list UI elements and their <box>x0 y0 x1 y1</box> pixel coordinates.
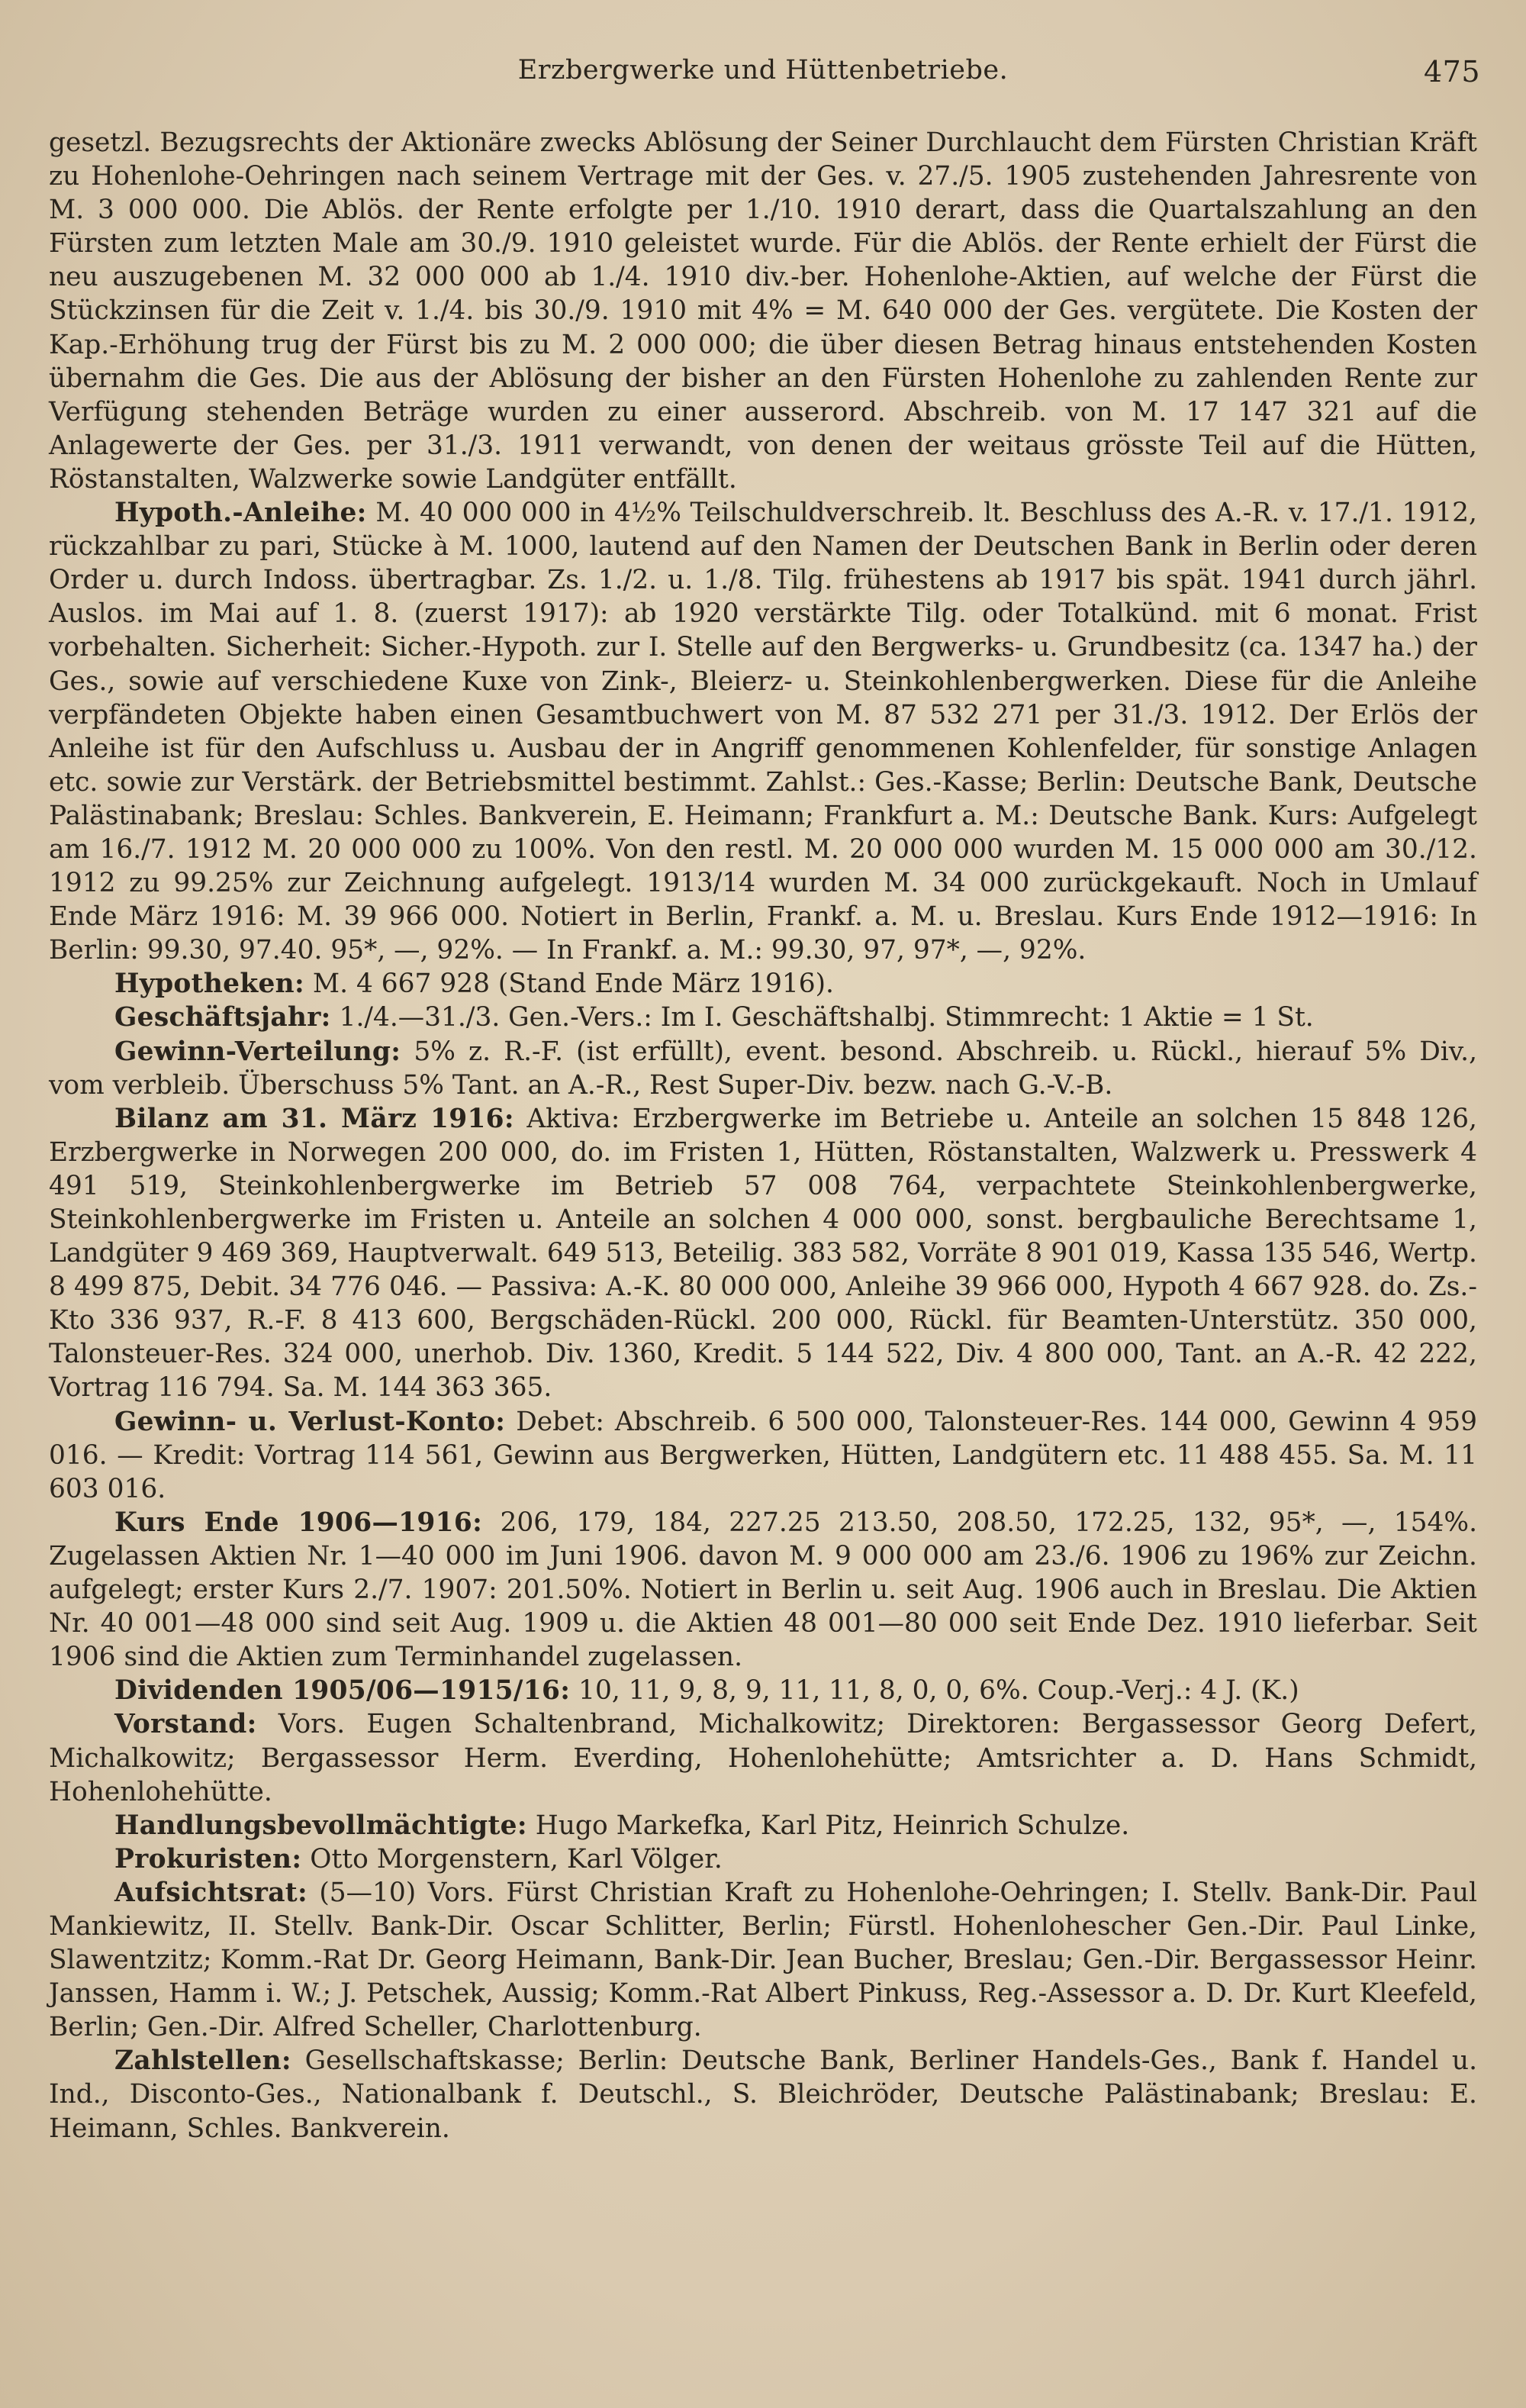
section-label: Prokuristen: <box>114 1843 302 1875</box>
paragraph-gewinn-verteilung <box>49 1035 1477 1102</box>
section-label: Gewinn-Verteilung: <box>114 1036 401 1067</box>
running-header <box>46 55 1480 101</box>
section-label: Dividenden 1905/06—1915/16: <box>114 1675 571 1707</box>
paragraph-text: M. 4 667 928 (Stand Ende März 1916). <box>312 969 834 1000</box>
paragraph-aufsichtsrat <box>49 1876 1477 2044</box>
paragraph-text: (5—10) Vors. Fürst Christian Kraft zu Hohenlohe-Oehringen; I. Stellv. Bank-Dir. Paul Mankiewitz, II. Stellv. Bank-Dir. Oscar Schlitter, Berlin; Fürstl. Hohenlohescher Gen.-Dir. Paul Linke, Slawentzitz; Komm.-Rat Dr. Georg Heimann, Bank-Dir. Jean Bucher, Breslau; Gen.-Dir. Bergassessor Heinr. Janssen, Hamm i. W.; J. Petschek, Aussig; Komm.-Rat Albert Pinkuss, Reg.-Assessor a. D. Dr. Kurt Kleefeld, Berlin; Gen.-Dir. Alfred Scheller, Charlottenburg. <box>49 1877 1477 2043</box>
section-label: Vorstand: <box>114 1709 257 1740</box>
page-number: 475 <box>1423 55 1480 89</box>
paragraph-geschaeftsjahr <box>49 1001 1477 1034</box>
section-label: Handlungsbevollmächtigte: <box>114 1810 527 1841</box>
paragraph-text: 5% z. R.-F. (ist erfüllt), event. besond. Abschreib. u. Rückl., hierauf 5% Div., vom verbleib. Überschuss 5% Tant. an A.-R., Rest Super-Div. bezw. nach G.-V.-B. <box>49 1036 1478 1101</box>
paragraph-text: Debet: Abschreib. 6 500 000, Talonsteuer-Res. 144 000, Gewinn 4 959 016. — Kredit: Vortrag 114 561, Gewinn aus Bergwerken, Hütten, Landgütern etc. 11 488 455. Sa. M. 11 603 016. <box>49 1406 1477 1504</box>
paragraph-kurs <box>49 1506 1477 1674</box>
paragraph-hypoth-anleihe <box>49 496 1477 967</box>
paragraph-rente-ablösung <box>49 126 1477 496</box>
section-label: Zahlstellen: <box>114 2045 291 2077</box>
section-label: Geschäftsjahr: <box>114 1002 331 1033</box>
paragraph-prokuristen <box>49 1842 1477 1876</box>
section-label: Bilanz am 31. März 1916: <box>114 1103 514 1134</box>
section-label: Hypoth.-Anleihe: <box>114 498 367 529</box>
paragraph-hypotheken <box>49 967 1477 1001</box>
section-label: Kurs Ende 1906—1916: <box>114 1507 483 1538</box>
section-label: Aufsichtsrat: <box>114 1877 307 1908</box>
paragraph-text: gesetzl. Bezugsrechts der Aktionäre zwecks Ablösung der Seiner Durchlaucht dem Fürsten Christian Kräft zu Hohenlohe-Oehringen nach seinem Vertrage mit der Ges. v. 27./5. 1905 zustehenden Jahresrente von M. 3 000 000. Die Ablös. der Rente erfolgte per 1./10. 1910 derart, dass die Quartalszahlung an den Fürsten zum letzten Male am 30./9. 1910 geleistet wurde. Für die Ablös. der Rente erhielt der Fürst die neu auszugebenen M. 32 000 000 ab 1./4. 1910 div.-ber. Hohenlohe-Aktien, auf welche der Fürst die Stückzinsen für die Zeit v. 1./4. bis 30./9. 1910 mit 4% = M. 640 000 der Ges. vergütete. Die Kosten der Kap.-Erhöhung trug der Fürst bis zu M. 2 000 000; die über diesen Betrag hinaus entstehenden Kosten übernahm die Ges. Die aus der Ablösung der bisher an den Fürsten Hohenlohe zu zahlenden Rente zur Verfügung stehenden Beträge wurden zu einer ausserord. Abschreib. von M. 17 147 321 auf die Anlagewerte der Ges. per 31./3. 1911 verwandt, von denen der weitaus grösste Teil auf die Hütten, Röstanstalten, Walzwerke sowie Landgüter entfällt. <box>49 127 1477 495</box>
paragraph-text: 1./4.—31./3. Gen.-Vers.: Im I. Geschäftshalbj. Stimmrecht: 1 Aktie = 1 St. <box>339 1002 1314 1033</box>
paragraph-text: Aktiva: Erzbergwerke im Betriebe u. Anteile an solchen 15 848 126, Erzbergwerke in Norwegen 200 000, do. im Fristen 1, Hütten, Röstanstalten, Walzwerk u. Presswerk 4 491 519, Steinkohlenbergwerke im Betrieb 57 008 764, verpachtete Steinkohlenbergwerke, Steinkohlenbergwerke im Fristen u. Anteile an solchen 4 000 000, sonst. bergbauliche Berechtsame 1, Landgüter 9 469 369, Hauptverwalt. 649 513, Beteilig. 383 582, Vorräte 8 901 019, Kassa 135 546, Wertp. 8 499 875, Debit. 34 776 046. — Passiva: A.-K. 80 000 000, Anleihe 39 966 000, Hypoth 4 667 928. do. Zs.-Kto 336 937, R.-F. 8 413 600, Bergschäden-Rückl. 200 000, Rückl. für Beamten-Unterstütz. 350 000, Talonsteuer-Res. 324 000, unerhob. Div. 1360, Kredit. 5 144 522, Div. 4 800 000, Tant. an A.-R. 42 222, Vortrag 116 794. Sa. M. 144 363 365. <box>49 1103 1477 1404</box>
header-title: Erzbergwerke und Hüttenbetriebe. <box>517 55 1009 85</box>
page-body <box>49 126 1477 2145</box>
paragraph-text: Otto Morgenstern, Karl Völger. <box>310 1843 723 1875</box>
paragraph-text: 10, 11, 9, 8, 9, 11, 11, 8, 0, 0, 6%. Coup.-Verj.: 4 J. (K.) <box>578 1675 1299 1707</box>
paragraph-dividenden <box>49 1674 1477 1707</box>
paragraph-zahlstellen <box>49 2044 1477 2145</box>
paragraph-handlungsbevollmaechtigte <box>49 1809 1477 1842</box>
paragraph-text: Hugo Markefka, Karl Pitz, Heinrich Schulze. <box>535 1810 1130 1841</box>
paragraph-text: M. 40 000 000 in 4½% Teilschuldverschreib. lt. Beschluss des A.-R. v. 17./1. 1912, rückzahlbar zu pari, Stücke à M. 1000, lautend auf den Namen der Deutschen Bank in Berlin oder deren Order u. durch Indoss. übertragbar. Zs. 1./2. u. 1./8. Tilg. frühestens ab 1917 bis spät. 1941 durch jährl. Auslos. im Mai auf 1. 8. (zuerst 1917): ab 1920 verstärkte Tilg. oder Totalkünd. mit 6 monat. Frist vorbehalten. Sicherheit: Sicher.-Hypoth. zur I. Stelle auf den Bergwerks- u. Grundbesitz (ca. 1347 ha.) der Ges., sowie auf verschiedene Kuxe von Zink-, Bleierz- u. Steinkohlenbergwerken. Diese für die Anleihe verpfändeten Objekte haben einen Gesamtbuchwert von M. 87 532 271 per 31./3. 1912. Der Erlös der Anleihe ist für den Aufschluss u. Ausbau der in Angriff genommenen Kohlenfelder, für sonstige Anlagen etc. sowie zur Verstärk. der Betriebsmittel bestimmt. Zahlst.: Ges.-Kasse; Berlin: Deutsche Bank, Deutsche Palästinabank; Breslau: Schles. Bankverein, E. Heimann; Frankfurt a. M.: Deutsche Bank. Kurs: Aufgelegt am 16./7. 1912 M. 20 000 000 zu 100%. Von den restl. M. 20 000 000 wurden M. 15 000 000 am 30./12. 1912 zu 99.25% zur Zeichnung aufgelegt. 1913/14 wurden M. 34 000 zurückgekauft. Noch in Umlauf Ende März 1916: M. 39 966 000. Notiert in Berlin, Frankf. a. M. u. Breslau. Kurs Ende 1912—1916: In Berlin: 99.30, 97.40. 95*, —, 92%. — In Frankf. a. M.: 99.30, 97, 97*, —, 92%. <box>49 498 1477 966</box>
paragraph-text: Vors. Eugen Schaltenbrand, Michalkowitz; Direktoren: Bergassessor Georg Defert, Michalkowitz; Bergassessor Herm. Everding, Hohenlohehütte; Amtsrichter a. D. Hans Schmidt, Hohenlohehütte. <box>49 1709 1477 1807</box>
paragraph-text: 206, 179, 184, 227.25 213.50, 208.50, 172.25, 132, 95*, —, 154%. Zugelassen Aktien Nr. 1—40 000 im Juni 1906. davon M. 9 000 000 am 23./6. 1906 zu 196% zur Zeichn. aufgelegt; erster Kurs 2./7. 1907: 201.50%. Notiert in Berlin u. seit Aug. 1906 auch in Breslau. Die Aktien Nr. 40 001—48 000 sind seit Aug. 1909 u. die Aktien 48 001—80 000 seit Ende Dez. 1910 lieferbar. Seit 1906 sind die Aktien zum Terminhandel zugelassen. <box>49 1507 1477 1673</box>
section-label: Gewinn- u. Verlust-Konto: <box>114 1406 506 1437</box>
section-label: Hypotheken: <box>114 969 304 1000</box>
paragraph-vorstand <box>49 1707 1477 1808</box>
paragraph-gewinn-verlust-konto <box>49 1405 1477 1506</box>
paragraph-bilanz <box>49 1102 1477 1405</box>
paragraph-text: Gesellschaftskasse; Berlin: Deutsche Bank, Berliner Handels-Ges., Bank f. Handel u. Ind., Disconto-Ges., Nationalbank f. Deutschl., S. Bleichröder, Deutsche Palästinabank; Breslau: E. Heimann, Schles. Bankverein. <box>49 2045 1477 2144</box>
